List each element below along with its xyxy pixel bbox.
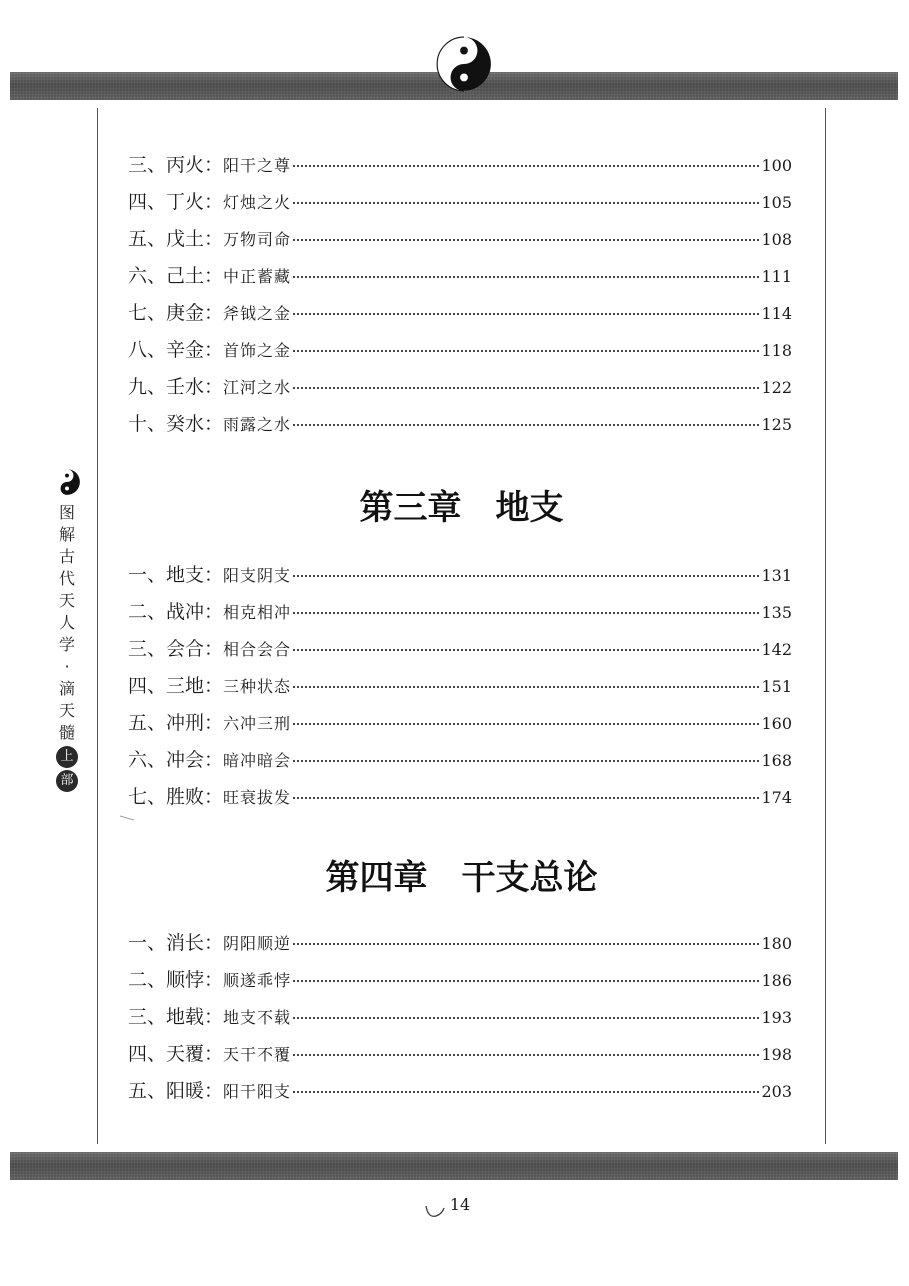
- toc-entry-subtitle: 阳支阴支: [223, 566, 292, 585]
- toc-entry-subtitle: 阳干之尊: [223, 156, 292, 175]
- toc-entry-subtitle: 江河之水: [223, 378, 292, 397]
- toc-entry-subtitle: 顺遂乖悖: [223, 971, 292, 990]
- toc-entry[interactable]: [128, 187, 792, 215]
- toc-entry[interactable]: [128, 1039, 792, 1067]
- toc-entry-page: 108: [761, 230, 792, 249]
- toc-entry-subtitle: 暗冲暗会: [223, 751, 292, 770]
- toc-entry-subtitle: 旺衰拔发: [223, 788, 292, 807]
- side-badge-bottom: 部: [56, 770, 78, 792]
- toc-entry-number: 三、丙火：: [128, 154, 224, 176]
- side-badge-top: 上: [56, 746, 78, 768]
- toc-leader-dots: [293, 165, 759, 167]
- toc-entry[interactable]: [128, 782, 792, 810]
- toc-entry-page: 193: [761, 1008, 792, 1027]
- toc-entry-number: 一、地支：: [128, 564, 224, 586]
- toc-leader-dots: [293, 424, 759, 426]
- toc-entry-number: 四、丁火：: [128, 191, 224, 213]
- toc-entry-page: 100: [761, 156, 792, 175]
- toc-leader-dots: [293, 387, 759, 389]
- toc-entry[interactable]: [128, 261, 792, 289]
- toc-entry-number: 八、辛金：: [128, 339, 224, 361]
- toc-entry-page: 168: [761, 751, 792, 770]
- toc-entry-page: 122: [761, 378, 792, 397]
- toc-entry-number: 二、战冲：: [128, 601, 224, 623]
- toc-entry-page: 180: [761, 934, 792, 953]
- side-column: [52, 468, 82, 792]
- toc-entry-number: 四、天覆：: [128, 1043, 224, 1065]
- toc-entry-subtitle: 相克相冲: [223, 603, 292, 622]
- toc-entry-subtitle: 阴阳顺逆: [223, 934, 292, 953]
- toc-entry[interactable]: [128, 409, 792, 437]
- toc-entry-number: 七、胜败：: [128, 786, 224, 808]
- toc-entry[interactable]: [128, 335, 792, 363]
- toc-leader-dots: [293, 760, 759, 762]
- toc-entry-number: 六、己土：: [128, 265, 224, 287]
- footer-band: [10, 1152, 898, 1180]
- right-rule: [825, 108, 826, 1144]
- toc-entry-subtitle: 万物司命: [223, 230, 292, 249]
- toc-entry-page: 118: [761, 341, 792, 360]
- toc-entry[interactable]: [128, 965, 792, 993]
- toc-entry[interactable]: [128, 298, 792, 326]
- toc-entry-number: 五、冲刑：: [128, 712, 224, 734]
- toc-entry-number: 十、癸水：: [128, 413, 224, 435]
- toc-entry-subtitle: 首饰之金: [223, 341, 292, 360]
- toc-entry[interactable]: [128, 560, 792, 588]
- toc-leader-dots: [293, 276, 759, 278]
- toc-entry[interactable]: [128, 634, 792, 662]
- toc-entry[interactable]: [128, 671, 792, 699]
- toc-entry-number: 五、戊土：: [128, 228, 224, 250]
- toc-entry-page: 105: [761, 193, 792, 212]
- toc-entry-page: 111: [761, 267, 792, 286]
- toc-entry-subtitle: 六冲三刑: [223, 714, 292, 733]
- toc-entry[interactable]: [128, 1076, 792, 1104]
- toc-entry-page: 186: [761, 971, 792, 990]
- toc-entry-page: 125: [761, 415, 792, 434]
- toc-leader-dots: [293, 649, 759, 651]
- toc-entry-page: 151: [761, 677, 792, 696]
- toc-leader-dots: [293, 1017, 759, 1019]
- toc-entry-number: 九、壬水：: [128, 376, 224, 398]
- toc-entry-subtitle: 斧钺之金: [223, 304, 292, 323]
- toc-entry-number: 二、顺悖：: [128, 969, 224, 991]
- toc-entry[interactable]: [128, 372, 792, 400]
- toc-entry-subtitle: 中正蓄藏: [223, 267, 292, 286]
- side-book-title: 图解古代天人学·滴天髓: [58, 503, 75, 742]
- toc-entry-subtitle: 雨露之水: [223, 415, 292, 434]
- toc-entry-subtitle: 灯烛之火: [223, 193, 292, 212]
- toc-entry-page: 198: [761, 1045, 792, 1064]
- toc-entry-number: 六、冲会：: [128, 749, 224, 771]
- toc-leader-dots: [293, 202, 759, 204]
- toc-leader-dots: [293, 1054, 759, 1056]
- toc-entry-subtitle: 天干不覆: [223, 1045, 292, 1064]
- taiji-icon: [436, 36, 492, 92]
- toc-entry-subtitle: 地支不载: [223, 1008, 292, 1027]
- toc-leader-dots: [293, 239, 759, 241]
- toc-entry-number: 一、消长：: [128, 932, 224, 954]
- toc-leader-dots: [293, 313, 759, 315]
- toc-entry-page: 174: [761, 788, 792, 807]
- toc-entry-number: 五、阳暖：: [128, 1080, 224, 1102]
- chapter-heading: 第四章 干支总论: [325, 858, 598, 898]
- toc-entry[interactable]: [128, 150, 792, 178]
- toc-entry-page: 114: [761, 304, 792, 323]
- toc-leader-dots: [293, 575, 759, 577]
- toc-entry-page: 203: [761, 1082, 792, 1101]
- toc-leader-dots: [293, 612, 759, 614]
- toc-entry[interactable]: [128, 745, 792, 773]
- chapter-heading: 第三章 地支: [359, 488, 564, 528]
- toc-entry-number: 三、会合：: [128, 638, 224, 660]
- toc-entry[interactable]: [128, 708, 792, 736]
- toc-leader-dots: [293, 350, 759, 352]
- toc-entry-page: 135: [761, 603, 792, 622]
- toc-leader-dots: [293, 1091, 759, 1093]
- stray-mark: [120, 815, 134, 821]
- toc-entry[interactable]: [128, 224, 792, 252]
- toc-leader-dots: [293, 980, 759, 982]
- toc-entry[interactable]: [128, 597, 792, 625]
- toc-entry-subtitle: 三种状态: [223, 677, 292, 696]
- toc-entry-page: 142: [761, 640, 792, 659]
- toc-entry[interactable]: [128, 1002, 792, 1030]
- toc-entry-number: 三、地载：: [128, 1006, 224, 1028]
- left-rule: [97, 108, 98, 1144]
- toc-entry[interactable]: [128, 928, 792, 956]
- toc-leader-dots: [293, 943, 759, 945]
- toc-entry-number: 四、三地：: [128, 675, 224, 697]
- toc-leader-dots: [293, 686, 759, 688]
- toc-entry-number: 七、庚金：: [128, 302, 224, 324]
- page-number: 14: [449, 1195, 471, 1214]
- toc-entry-subtitle: 阳干阳支: [223, 1082, 292, 1101]
- toc-leader-dots: [293, 797, 759, 799]
- toc-entry-page: 160: [761, 714, 792, 733]
- toc-entry-subtitle: 相合会合: [223, 640, 292, 659]
- taiji-small-icon: [53, 468, 81, 496]
- toc-entry-page: 131: [761, 566, 792, 585]
- toc-leader-dots: [293, 723, 759, 725]
